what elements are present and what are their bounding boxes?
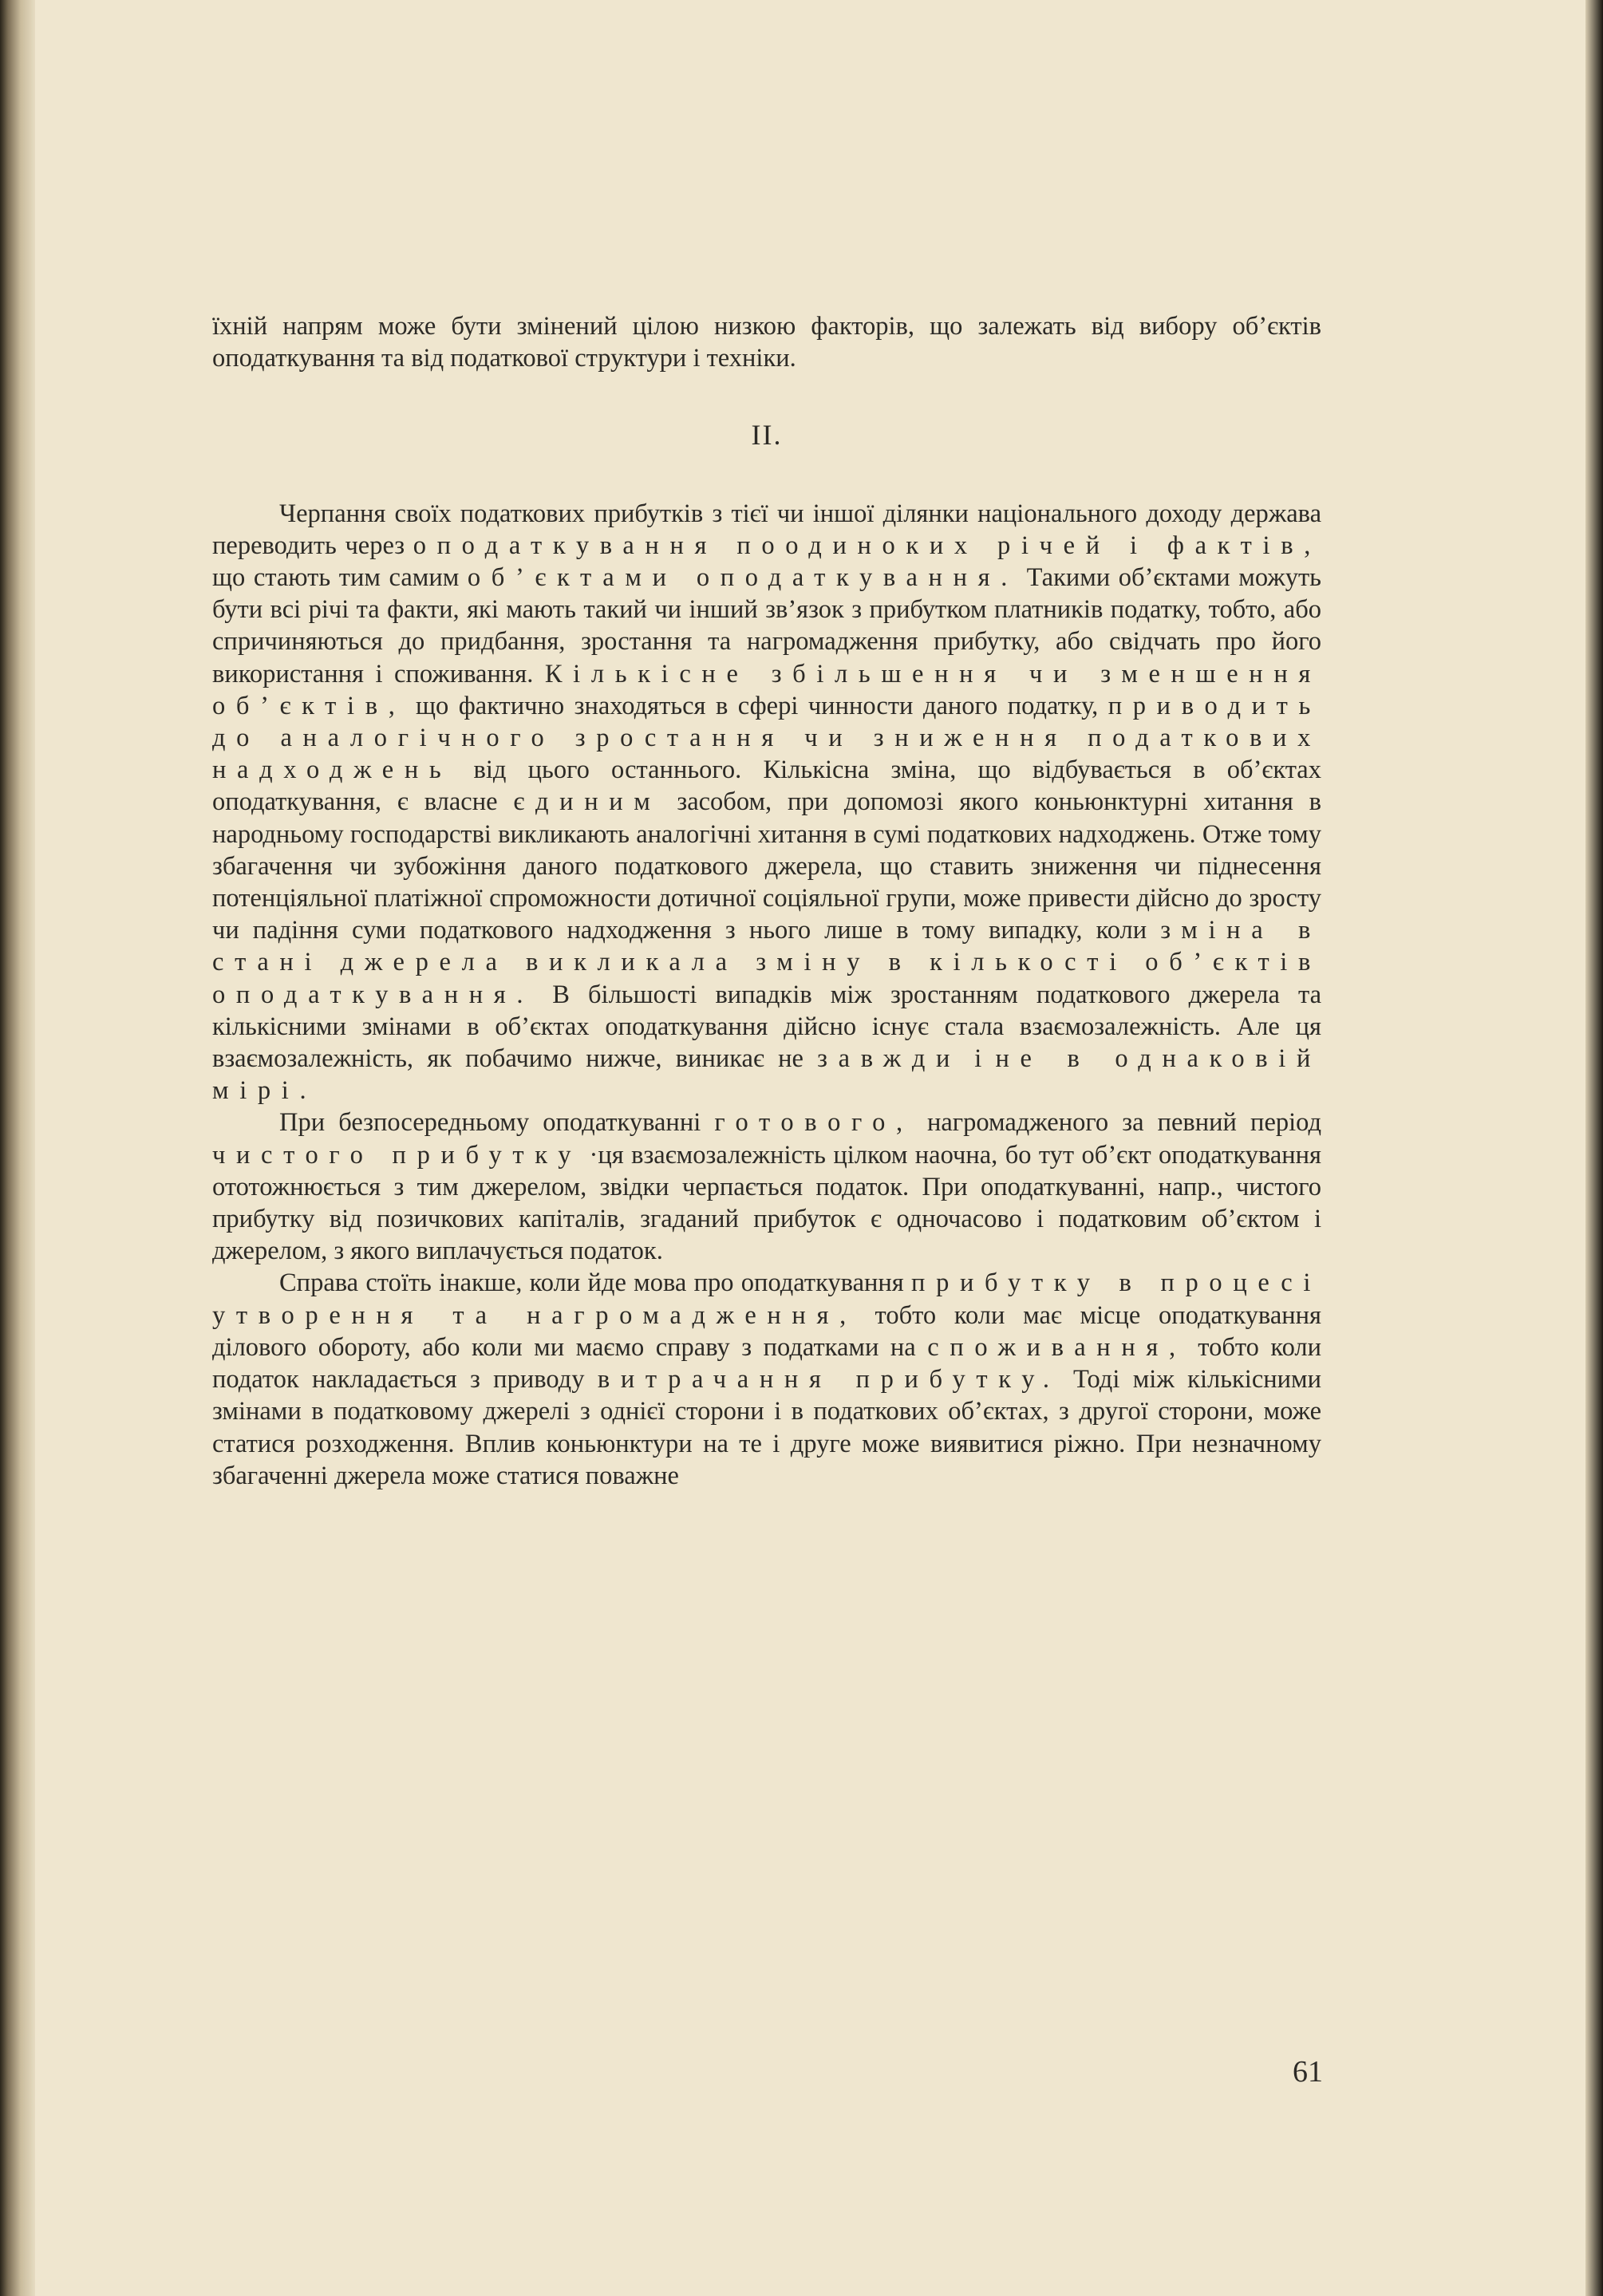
- page-text: [212, 310, 1321, 1492]
- spaced-emphasis: зміна в стані джерела викликала зміну в кількості об’єктів оподаткування.: [212, 916, 1321, 1009]
- section-heading: II.: [751, 419, 783, 452]
- spaced-emphasis: об’єктами оподаткування.: [467, 563, 1019, 593]
- spaced-emphasis: оподаткування поодиноких річей і фактів,: [413, 531, 1321, 560]
- spaced-emphasis: не в однаковій мірі.: [212, 1044, 1321, 1106]
- paragraph-turnover-taxation: Справа стоїть інакше, коли йде мова про оподаткування прибутку в процесі утворення та нагромадження, тобто коли має місце оподаткування ділового обороту, або коли ми маємо справу з податками на споживання, тобто коли податок накладається з приводу витрачання прибутку. Тоді між кількісними змінами в податковому джерелі з однієї сторони і в податкових об’єктах, з другої сторони, може статися розходження. Вплив коньюнктури на те і друге може виявитися ріжно. При незначному збагаченні джерела може статися поважне: [212, 1268, 1322, 1490]
- binding-gutter: [0, 0, 35, 2296]
- paragraph-object-quantity: Черпання своїх податкових прибутків з тієї чи іншої ділянки національного доходу держава переводить через оподаткування поодиноких річей і фактів, що стають тим самим об’єктами оподаткування. Такими об’єктами можуть бути всі річі та факти, які мають такий чи інший зв’язок з прибутком платників податку, тобто, або спричиняються до придбання, зростання та нагромадження прибутку, або свідчать про його використання і споживання. Кількісне збільшення чи зменшення об’єктів, що фактично знаходяться в сфері чинности даного податку, приводить до аналогічного зростання чи зниження податкових надходжень від цього останнього. Кількісна зміна, що відбувається в об’єктах оподаткування, є власне єдиним засобом, при допомозі якого коньюнктурні хитання в народньому господарстві викликають аналогічні хитання в сумі податкових надходжень. Отже тому збагачення чи зубожіння даного податкового джерела, що ставить зниження чи піднесення потенціяльної платіжної спроможности дотичної соціяльної групи, може привести дійсно до зросту чи падіння суми податкового надходження з нього лише в тому випадку, коли зміна в стані джерела викликала зміну в кількості об’єктів оподаткування. В більшості випадків між зростанням податкового джерела та кількісними змінами в об’єктах оподаткування дійсно існує стала взаємозалежність. Але ця взаємозалежність, як побачимо нижче, виникає не завжди і не в однаковій мірі.: [212, 499, 1322, 1106]
- spaced-emphasis: чистого прибутку: [212, 1140, 582, 1170]
- spaced-emphasis: прибутку в процесі утворення та нагромадження,: [212, 1268, 1321, 1330]
- continuation-paragraph: їхній напрям може бути змінений цілою низкою факторів, що залежать від вибору об’єктів оподаткування та від податкової структури і техніки.: [212, 312, 1321, 373]
- page-number: 61: [1293, 2055, 1323, 2089]
- paragraph-direct-taxation: При безпосередньому оподаткуванні готового, нагромадженого за певний період чистого прибутку ·ця взаємозалежність цілком наочна, бо тут об’єкт оподаткування ототожнюється з тим джерелом, звідки черпається податок. При оподаткуванні, напр., чистого прибутку від позичкових капіталів, згаданий прибуток є одночасово і податковим об’єктом і джерелом, з якого виплачується податок.: [212, 1108, 1321, 1266]
- spaced-emphasis: єдиним: [513, 787, 661, 817]
- spaced-emphasis: завжди: [817, 1044, 961, 1074]
- spaced-emphasis: приводить до аналогічного зростання чи зниження податкових надходжень: [212, 691, 1321, 785]
- spaced-emphasis: споживання,: [927, 1332, 1186, 1362]
- spaced-emphasis: Кількісне збільшення чи зменшення об’єктів,: [212, 659, 1321, 720]
- spaced-emphasis: готового,: [714, 1108, 914, 1138]
- spaced-emphasis: витрачання прибутку.: [597, 1365, 1060, 1395]
- page-right-edge: [1585, 0, 1603, 2296]
